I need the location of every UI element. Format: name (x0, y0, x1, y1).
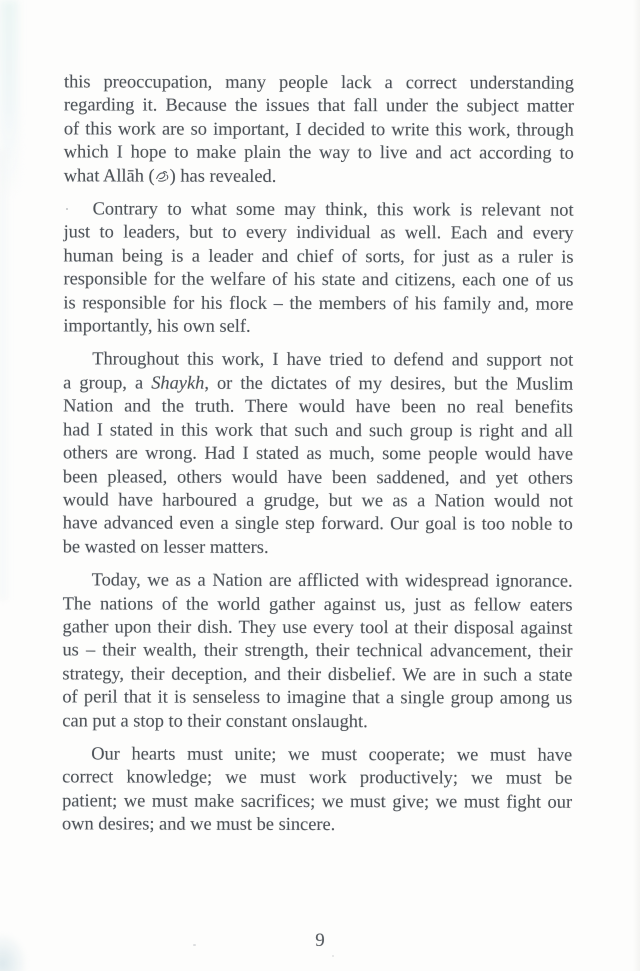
text-line: been pleased, others would have been saddened, and yet others (62, 465, 573, 488)
text-line: what Allāh ( ) has revealed. (63, 164, 277, 186)
text-line: Throughout this work, I have tried to defend and support not (92, 348, 574, 371)
text-line: others are wrong. Had I stated as much, some people would have (62, 442, 574, 464)
text-line: regarding it. Because the issues that fall under the subject matter (63, 94, 574, 117)
text-line: had I stated in this work that such and such group is right and all (63, 419, 574, 441)
text-line: us – their wealth, their strength, their technical advancement, their (62, 639, 573, 662)
text-line: Contrary to what some may think, this work is relevant not (92, 198, 574, 220)
text-line: own desires; and we must be sincere. (62, 813, 336, 835)
scan-artifact-right-edge (633, 0, 640, 971)
text-line: The nations of the world gather against us, just as fellow eaters (62, 592, 573, 615)
page-number: 9 (315, 930, 325, 951)
text-line: just to leaders, but to every individual as well. Each and every (63, 221, 574, 244)
text-line: which I hope to make plain the way to live and act according to (63, 141, 574, 163)
text-line: gather upon their dish. They use every tool at their disposal against (62, 616, 573, 638)
text-line: patient; we must make sacrifices; we must give; we must fight our (62, 790, 573, 812)
paragraph (62, 742, 572, 837)
text-line: would have harboured a grudge, but we as a Nation would not (62, 489, 573, 511)
scan-artifact-left-edge (0, 150, 10, 600)
text-line: Today, we as a Nation are afflicted with widespread ignorance. (91, 569, 573, 591)
paragraph (63, 197, 573, 339)
text-line: Nation and the truth. There would have been no real benefits (63, 395, 574, 417)
text-line: strategy, their deception, and their disbelief. We are in such a state (62, 663, 573, 685)
text-line: Our hearts must unite; we must cooperate; we must have (91, 743, 573, 765)
scan-speck (332, 955, 334, 957)
text-line: of peril that it is senseless to imagine that a single group among us (62, 686, 573, 708)
paragraph (62, 568, 572, 733)
text-line: a group, a Shaykh, or the dictates of my desires, but the Muslim (63, 372, 574, 394)
text-line: importantly, his own self. (63, 315, 251, 336)
text-line: is responsible for his flock – the members of his family and, more (63, 291, 574, 314)
text-line: be wasted on lesser matters. (62, 536, 269, 557)
scan-artifact-top-left (0, 0, 18, 200)
text-line: human being is a leader and chief of sorts, for just as a ruler is (63, 245, 574, 267)
paragraph (63, 348, 574, 560)
text-line: of this work are so important, I decided to write this work, through (63, 118, 574, 140)
paragraph (64, 70, 574, 188)
text-line: this preoccupation, many people lack a correct understanding (63, 71, 574, 93)
text-line: have advanced even a single step forward. Our goal is too noble to (62, 512, 573, 534)
allah-honorific-icon (155, 169, 170, 182)
body-text (62, 70, 574, 837)
text-line: can put a stop to their constant onslaught. (62, 709, 368, 731)
text-line: responsible for the welfare of his state and citizens, each one of us (63, 268, 574, 290)
text-line: correct knowledge; we must work productively; we must be (62, 766, 573, 789)
